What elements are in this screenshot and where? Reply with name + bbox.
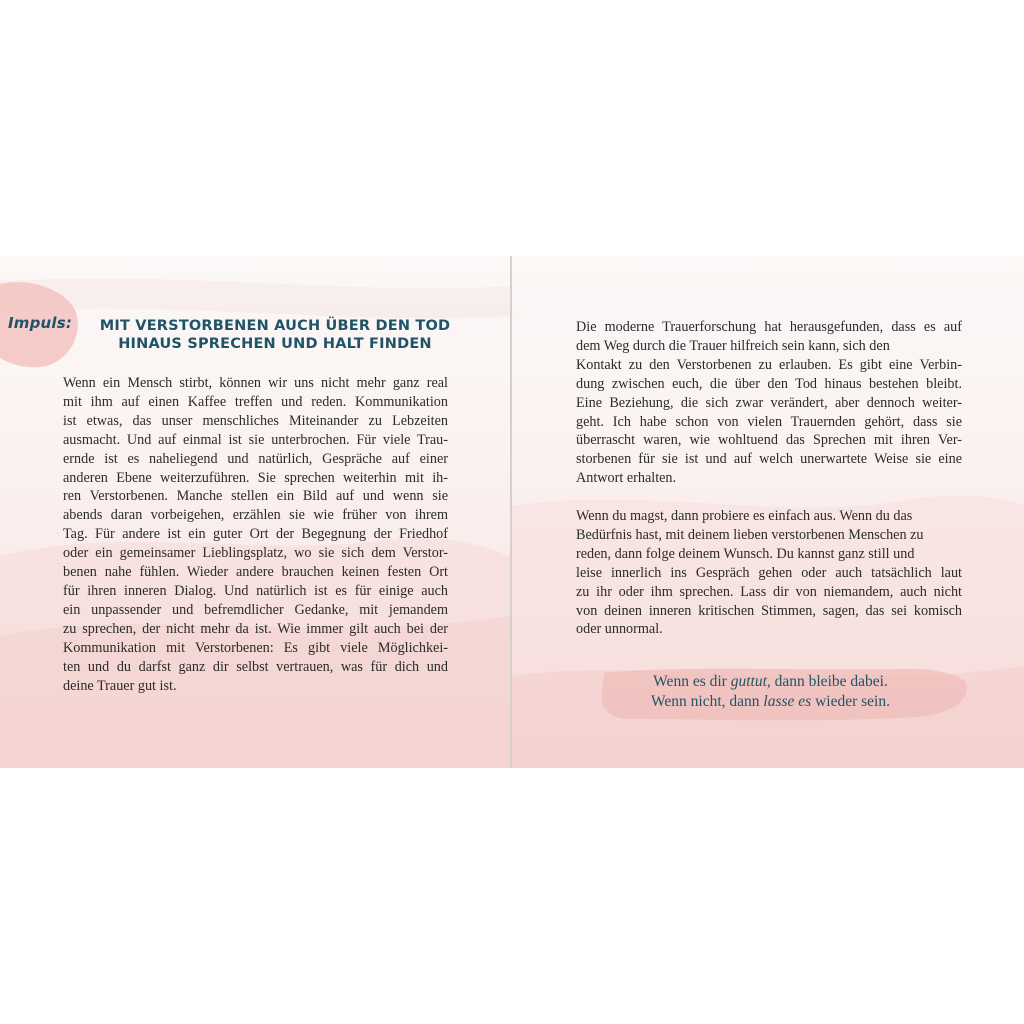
text-line: von deinen inneren kritischen Stimmen, sagen, das sei komisch [576,602,962,619]
text-line: ausmacht. Und auf einmal ist sie unterbrochen. Für viele Trau- [63,431,448,448]
text-line: deine Trauer gut ist. [63,677,177,694]
text-line: dung zwischen euch, die über den Tod hinaus bestehen bleibt. [576,375,962,392]
text-line: ein unpassender und befremdlicher Gedanke, mit jemandem [63,601,448,618]
text-line: ist etwas, das unser menschliches Miteinander zu Lebzeiten [63,412,448,429]
heading-line: HINAUS SPRECHEN UND HALT FINDEN [118,336,432,352]
text-line: Die moderne Trauerforschung hat herausgefunden, dass es auf [576,319,962,335]
text-line: Antwort erhalten. [576,470,677,487]
section-heading [60,317,490,353]
text-line: Wenn du magst, dann probiere es einfach aus. Wenn du das [576,508,913,524]
text-line: Kommunikation mit Verstorbenen: Es gibt viele Möglichkei- [63,639,448,656]
text-line: Wenn ein Mensch stirbt, können wir uns nicht mehr ganz real [63,375,448,391]
quote-line: Wenn es dir guttut, dann bleibe dabei. [653,673,888,690]
text-line: anderen Ebene weiterzuführen. Sie sprechen weiterhin mit ih- [63,469,448,486]
text-line: Eine Beziehung, die sich zwar verändert, aber dennoch weiter- [576,394,962,411]
text-line: storbenen für sie ist und auf welch unerwartete Weise sie eine [576,451,962,468]
quote-line: Wenn nicht, dann lasse es wieder sein. [651,693,890,710]
text-line: ren Verstorbenen. Manche stellen ein Bild auf und wenn sie [63,488,448,505]
text-line: leise innerlich ins Gespräch gehen oder auch tatsächlich laut [576,564,962,581]
text-line: oder ein gemeinsamer Lieblingsplatz, wo sie sich dem Verstor- [63,545,448,562]
text-line: abends daran vorbeigehen, erzählen sie wie früher von ihrem [63,507,448,524]
text-line: überrascht waren, wie wohltuend das Sprechen mit ihren Ver- [576,432,962,449]
text-line: geht. Ich habe schon von vielen Trauernden gehört, dass sie [576,413,962,430]
text-line: Kontakt zu den Verstorbenen zu erlauben. Es gibt eine Verbin- [576,356,962,373]
text-line: ernde ist es naheliegend und natürlich, Gespräche auf einer [63,450,448,467]
book-spread [0,256,1024,768]
quote-text [598,672,943,712]
text-line: für ihren inneren Dialog. Und natürlich ist es für einige auch [63,582,448,599]
text-line: zu sprechen, der nicht mehr da ist. Wie immer gilt auch bei der [63,620,448,637]
page-gutter [510,256,512,768]
heading-line: MIT VERSTORBENEN AUCH ÜBER DEN TOD [99,318,451,334]
right-paragraph-1 [576,318,962,488]
text-line: benen nahe fühlen. Wieder andere brauchen keinen festen Ort [63,564,448,581]
right-paragraph-2 [576,507,962,639]
text-line: mit ihm auf einen Kaffee treffen und reden. Kommunikation [63,393,448,410]
text-line: oder unnormal. [576,621,663,638]
text-line: reden, dann folge deinem Wunsch. Du kannst ganz still und [576,545,915,562]
impuls-label: Impuls: [8,314,73,332]
text-line: ten und du darfst ganz dir selbst vertrauen, was für dich und [63,658,448,675]
text-line: Bedürfnis hast, mit deinem lieben verstorbenen Menschen zu [576,526,924,543]
text-line: Tag. Für andere ist ein guter Ort der Begegnung der Friedhof [63,526,448,543]
left-body-text [63,374,448,695]
text-line: zu ihr oder ihm sprechen. Lass dir von niemandem, auch nicht [576,583,962,600]
text-line: dem Weg durch die Trauer hilfreich sein kann, sich den [576,337,890,354]
